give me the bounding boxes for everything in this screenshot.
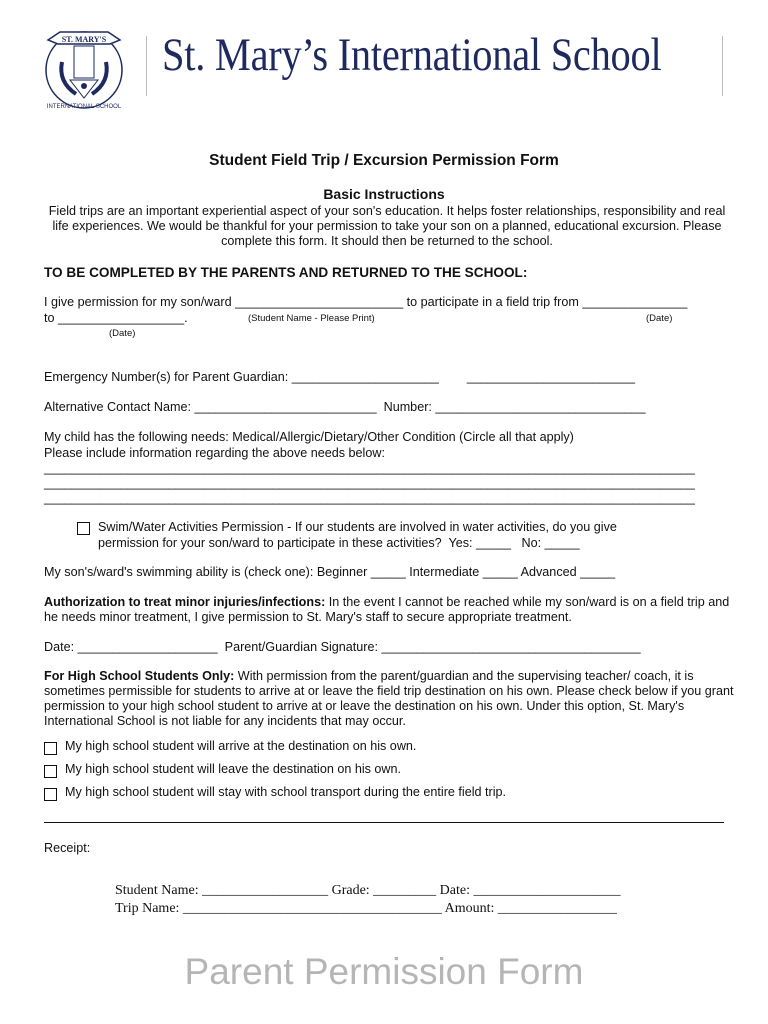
option-label: My high school student will arrive at the destination on his own. — [65, 739, 417, 753]
high-school-text: With permission from the parent/guardian and the supervising teacher/ coach, it is sometimes permissible for students to arrive at or leave the field trip destination on his own. Please check below if you grant permission to your high school student to arrive at or leave the destination on his own. Under this option, St. Mary's International School is not liable for any incidents that may occur. — [44, 669, 734, 728]
authorization-label: Authorization to treat minor injuries/infections: — [44, 595, 326, 609]
header-divider — [146, 36, 147, 96]
option-label: My high school student will stay with school transport during the entire field trip. — [65, 785, 506, 799]
divider — [44, 822, 724, 823]
leave-own-checkbox[interactable] — [44, 765, 57, 778]
school-name: St. Mary’s International School — [162, 29, 662, 81]
needs-text: My child has the following needs: Medical/Allergic/Dietary/Other Condition (Circle all that apply) — [44, 430, 574, 444]
authorization-paragraph — [44, 595, 734, 625]
svg-text:INTERNATIONAL SCHOOL: INTERNATIONAL SCHOOL — [46, 104, 122, 110]
date-label: (Date) — [109, 328, 136, 339]
form-title: Student Field Trip / Excursion Permission Form — [209, 152, 559, 169]
arrive-own-checkbox[interactable] — [44, 742, 57, 755]
alternative-contact-field[interactable]: Alternative Contact Name: __________________________ Number: ______________________________ — [44, 400, 646, 414]
instructions-text: Field trips are an important experiential aspect of your son's education. It helps foster relationships, responsibility and real life experiences. We would be thankful for your permission to take your son on a planned, educational excursion. Please complete this form. It should then be returned to the school. — [48, 204, 726, 248]
section-heading: TO BE COMPLETED BY THE PARENTS AND RETURNED TO THE SCHOOL: — [44, 265, 528, 280]
option-label: My high school student will leave the destination on his own. — [65, 762, 402, 776]
signature-field[interactable]: Date: ____________________ Parent/Guardian Signature: _____________________________________ — [44, 640, 641, 654]
watermark: Parent Permission Form — [184, 951, 584, 992]
authorization-text: In the event I cannot be reached while my son/ward is on a field trip and he needs minor treatment, I give permission to St. Mary's staff to secure appropriate treatment. — [44, 595, 730, 624]
swim-permission-text: Swim/Water Activities Permission - If our students are involved in water activities, do you give — [98, 520, 617, 534]
instructions-heading: Basic Instructions — [323, 186, 445, 202]
high-school-label: For High School Students Only: — [44, 669, 235, 683]
needs-text: Please include information regarding the above needs below: — [44, 446, 385, 460]
header-divider — [722, 36, 723, 96]
receipt-line-2[interactable]: Trip Name: _____________________________________ Amount: _________________ — [115, 901, 617, 916]
emergency-numbers-field[interactable]: Emergency Number(s) for Parent Guardian: _____________________ ________________________ — [44, 370, 635, 384]
permission-line-2[interactable]: to __________________. — [44, 311, 188, 325]
swim-permission-checkbox[interactable] — [77, 522, 90, 535]
student-name-label: (Student Name - Please Print) — [248, 313, 375, 324]
needs-blank-line[interactable]: ______________________________________________________________________________________________ — [44, 461, 695, 475]
school-logo — [40, 22, 128, 114]
permission-line-1[interactable]: I give permission for my son/ward ________________________ to participate in a field trip from _______________ — [44, 295, 688, 309]
receipt-label: Receipt: — [44, 841, 91, 855]
swim-permission-text[interactable]: permission for your son/ward to participate in these activities? Yes: _____ No: _____ — [98, 536, 580, 550]
high-school-paragraph — [44, 669, 734, 729]
svg-text:ST. MARY'S: ST. MARY'S — [61, 35, 107, 44]
swimming-ability-field[interactable]: My son's/ward's swimming ability is (check one): Beginner _____ Intermediate _____ Advanced _____ — [44, 565, 616, 579]
needs-blank-line[interactable]: ______________________________________________________________________________________________ — [44, 491, 695, 505]
school-transport-checkbox[interactable] — [44, 788, 57, 801]
needs-blank-line[interactable]: ______________________________________________________________________________________________ — [44, 476, 695, 490]
receipt-line-1[interactable]: Student Name: __________________ Grade: _________ Date: _____________________ — [115, 883, 621, 898]
date-label: (Date) — [646, 313, 673, 324]
